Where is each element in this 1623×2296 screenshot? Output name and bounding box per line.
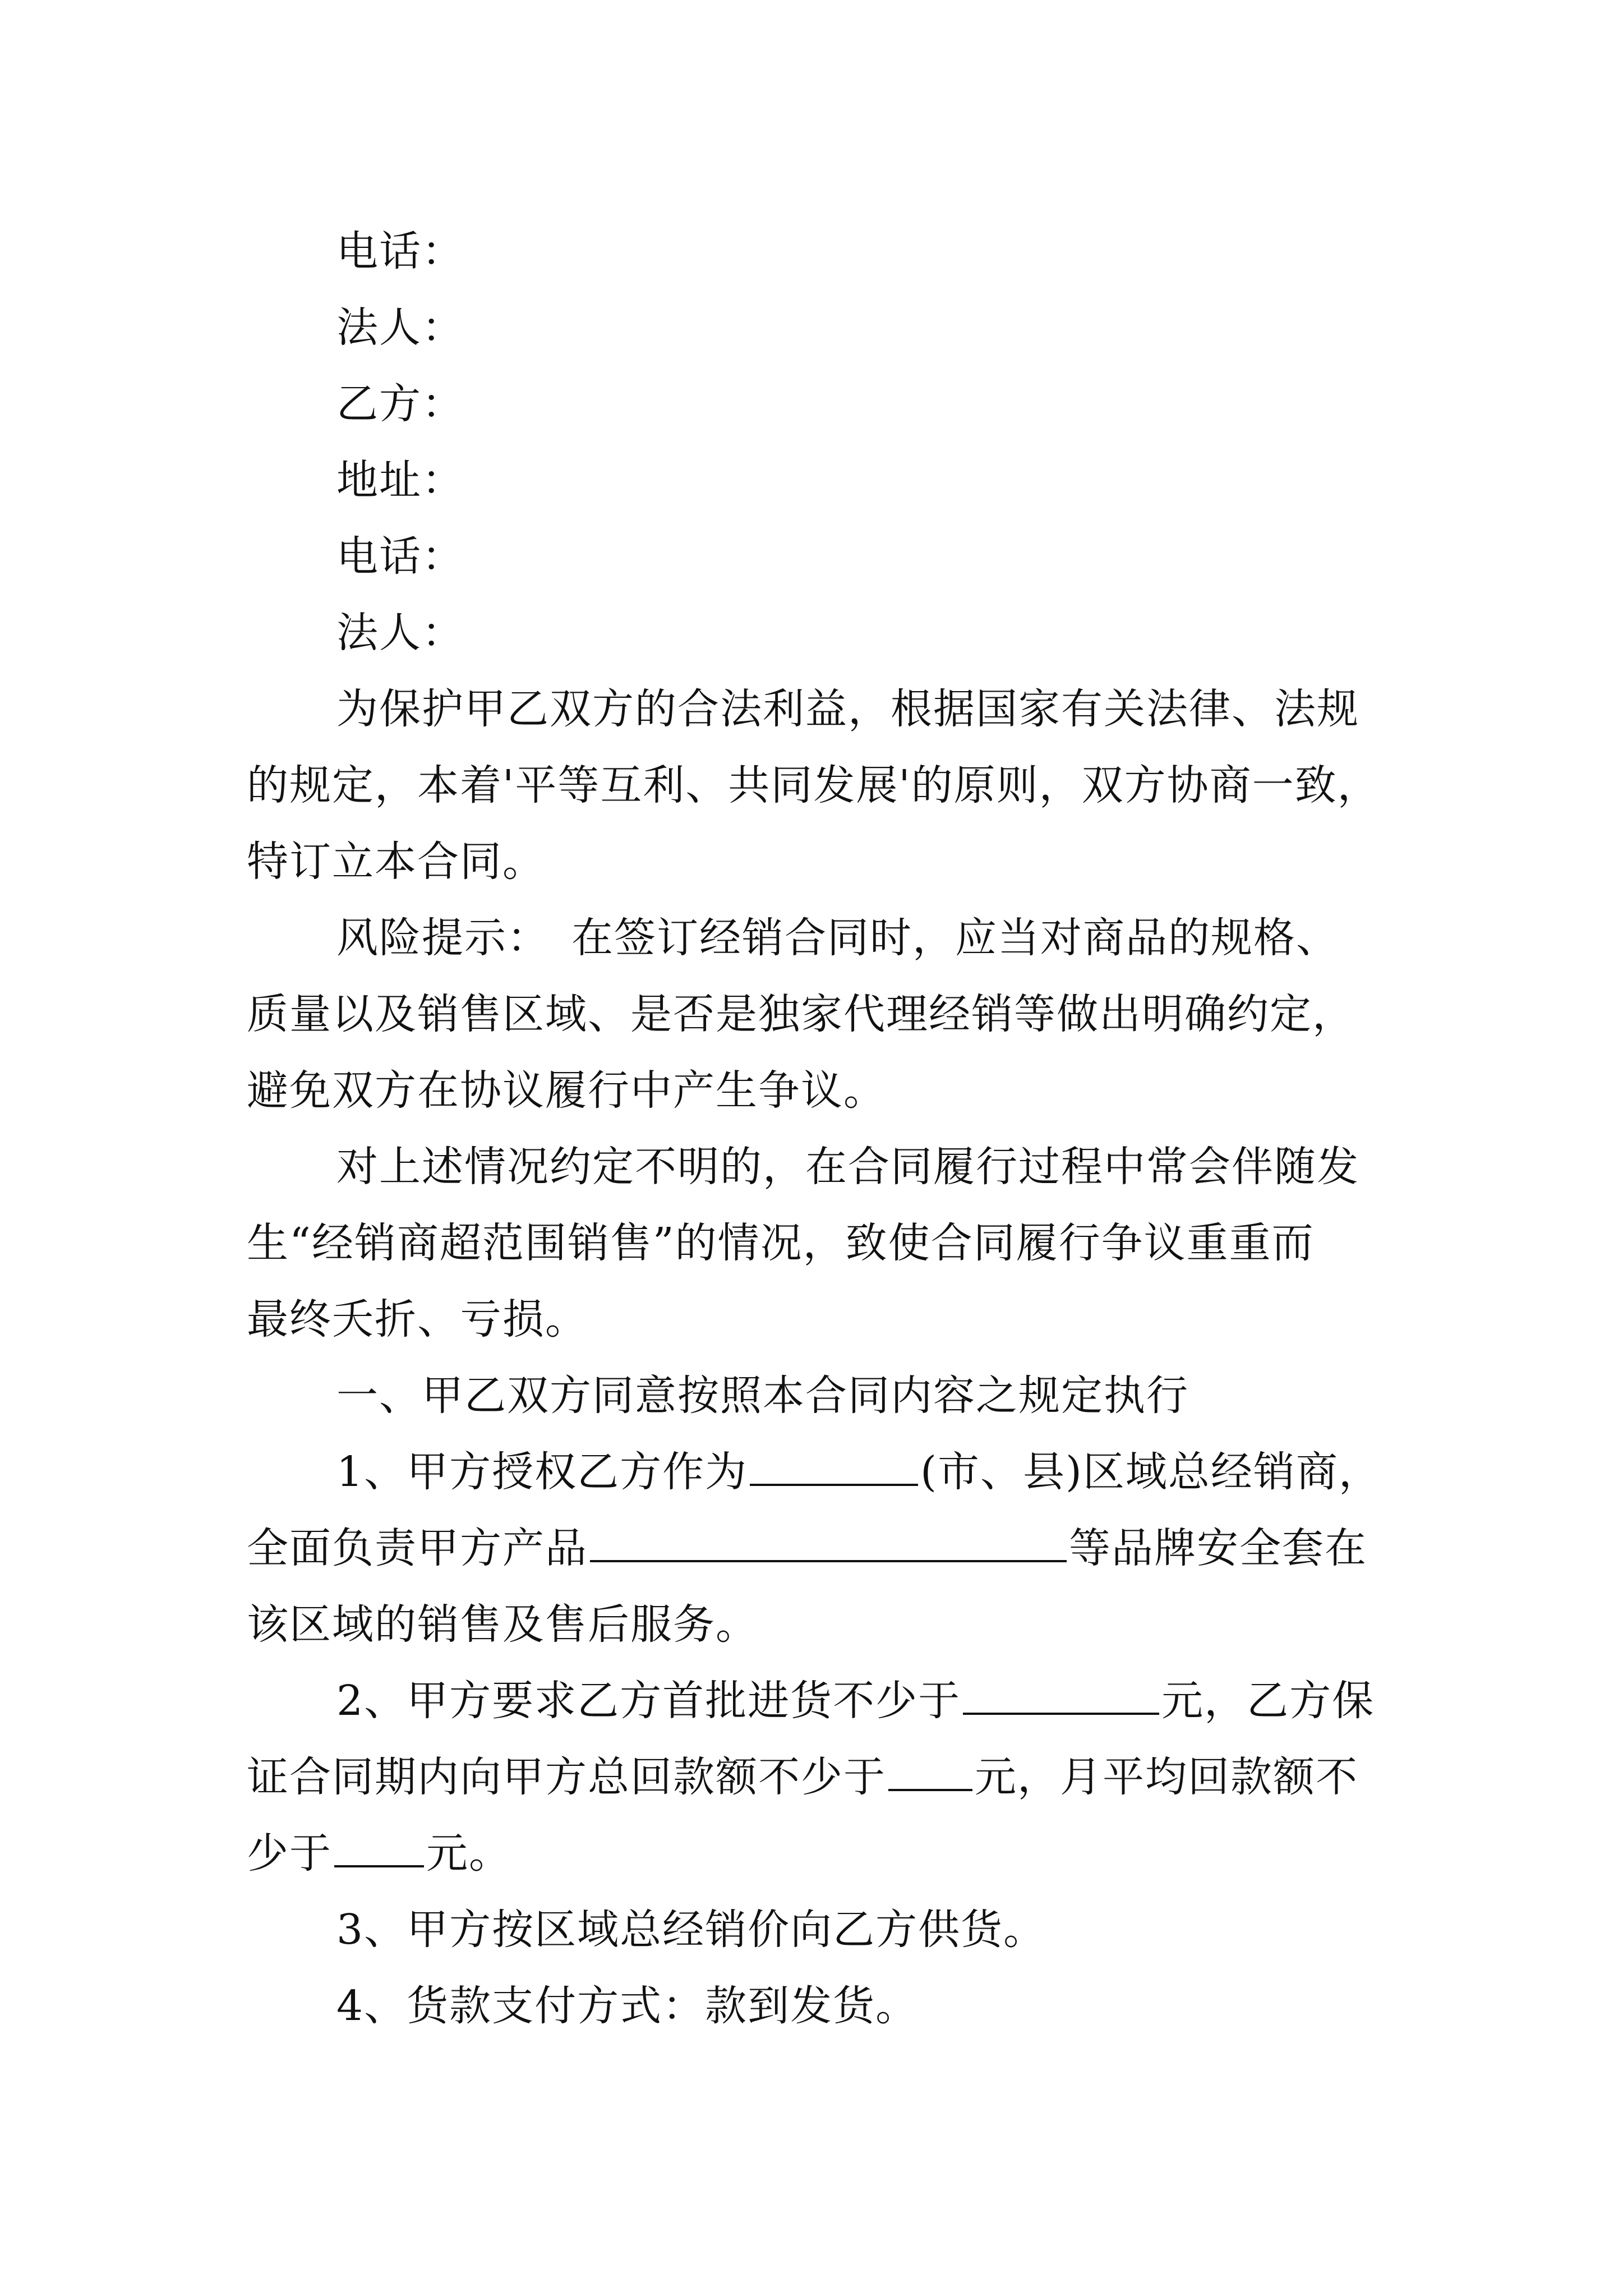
clause-four: 4、货款支付方式：款到发货。	[336, 1982, 919, 2030]
party-b-legal-person-label: 法人：	[336, 609, 464, 657]
clause-three: 3、甲方按区域总经销价向乙方供货。	[336, 1906, 1046, 1954]
preamble-line: 的规定，本着'平等互利、共同发展'的原则，双方协商一致，	[247, 761, 1380, 809]
preamble-paragraph	[247, 671, 1391, 900]
party-a-phone-label: 电话：	[336, 227, 464, 275]
fill-in-blank-products[interactable]	[590, 1521, 1067, 1562]
fill-in-blank-region[interactable]	[750, 1444, 918, 1486]
clause-text: 全面负责甲方产品	[247, 1524, 588, 1572]
preamble-line: 特订立本合同。	[247, 838, 545, 886]
clause-two	[247, 1663, 1391, 1892]
risk-note-line: 最终夭折、亏损。	[247, 1295, 588, 1343]
clause-text: 元，月平均回款额不	[975, 1753, 1358, 1801]
clause-two-line	[247, 1739, 1391, 1815]
risk-tip-paragraph	[247, 900, 1391, 1129]
party-b-address-label: 地址：	[336, 456, 464, 504]
party-b-title-label: 乙方：	[336, 380, 464, 428]
clause-text: 2、甲方要求乙方首批进货不少于	[336, 1677, 961, 1725]
clause-text: 元，乙方保	[1161, 1677, 1375, 1725]
contract-text	[247, 213, 1391, 2044]
clause-text: 证合同期内向甲方总回款额不少于	[247, 1753, 886, 1801]
clause-text: 少于	[247, 1829, 332, 1878]
risk-note-line: 对上述情况约定不明的，在合同履行过程中常会伴随发	[336, 1143, 1359, 1191]
clause-two-line	[247, 1815, 1391, 1892]
preamble-line: 为保护甲乙双方的合法利益，根据国家有关法律、法规	[336, 685, 1359, 733]
clause-one-line	[247, 1510, 1391, 1586]
fill-in-blank-monthly-payment[interactable]	[334, 1826, 424, 1867]
party-a-legal-person-label: 法人：	[336, 303, 464, 352]
clause-two-line	[247, 1663, 1391, 1739]
fill-in-blank-total-payment[interactable]	[888, 1750, 972, 1791]
risk-tip-line: 质量以及销售区域、是否是独家代理经销等做出明确约定，	[247, 990, 1355, 1038]
clause-text: (市、县)区域总经销商，	[920, 1448, 1381, 1496]
clause-text: 元。	[426, 1829, 511, 1878]
clause-one-line: 该区域的销售及售后服务。	[247, 1600, 758, 1649]
risk-note-paragraph	[247, 1129, 1391, 1358]
clause-text: 等品牌安全套在	[1069, 1524, 1367, 1572]
risk-note-line: 生“经销商超范围销售”的情况，致使合同履行争议重重而	[247, 1219, 1315, 1267]
clause-one	[247, 1434, 1391, 1663]
fill-in-blank-first-order[interactable]	[963, 1673, 1159, 1715]
clause-one-line	[247, 1434, 1391, 1510]
party-b-phone-label: 电话：	[336, 532, 464, 581]
section-one-heading: 一、甲乙双方同意按照本合同内容之规定执行	[336, 1372, 1189, 1420]
risk-tip-line: 风险提示： 在签订经销合同时，应当对商品的规格、	[336, 914, 1339, 962]
risk-tip-line: 避免双方在协议履行中产生争议。	[247, 1066, 886, 1115]
clause-text: 1、甲方授权乙方作为	[336, 1448, 748, 1496]
